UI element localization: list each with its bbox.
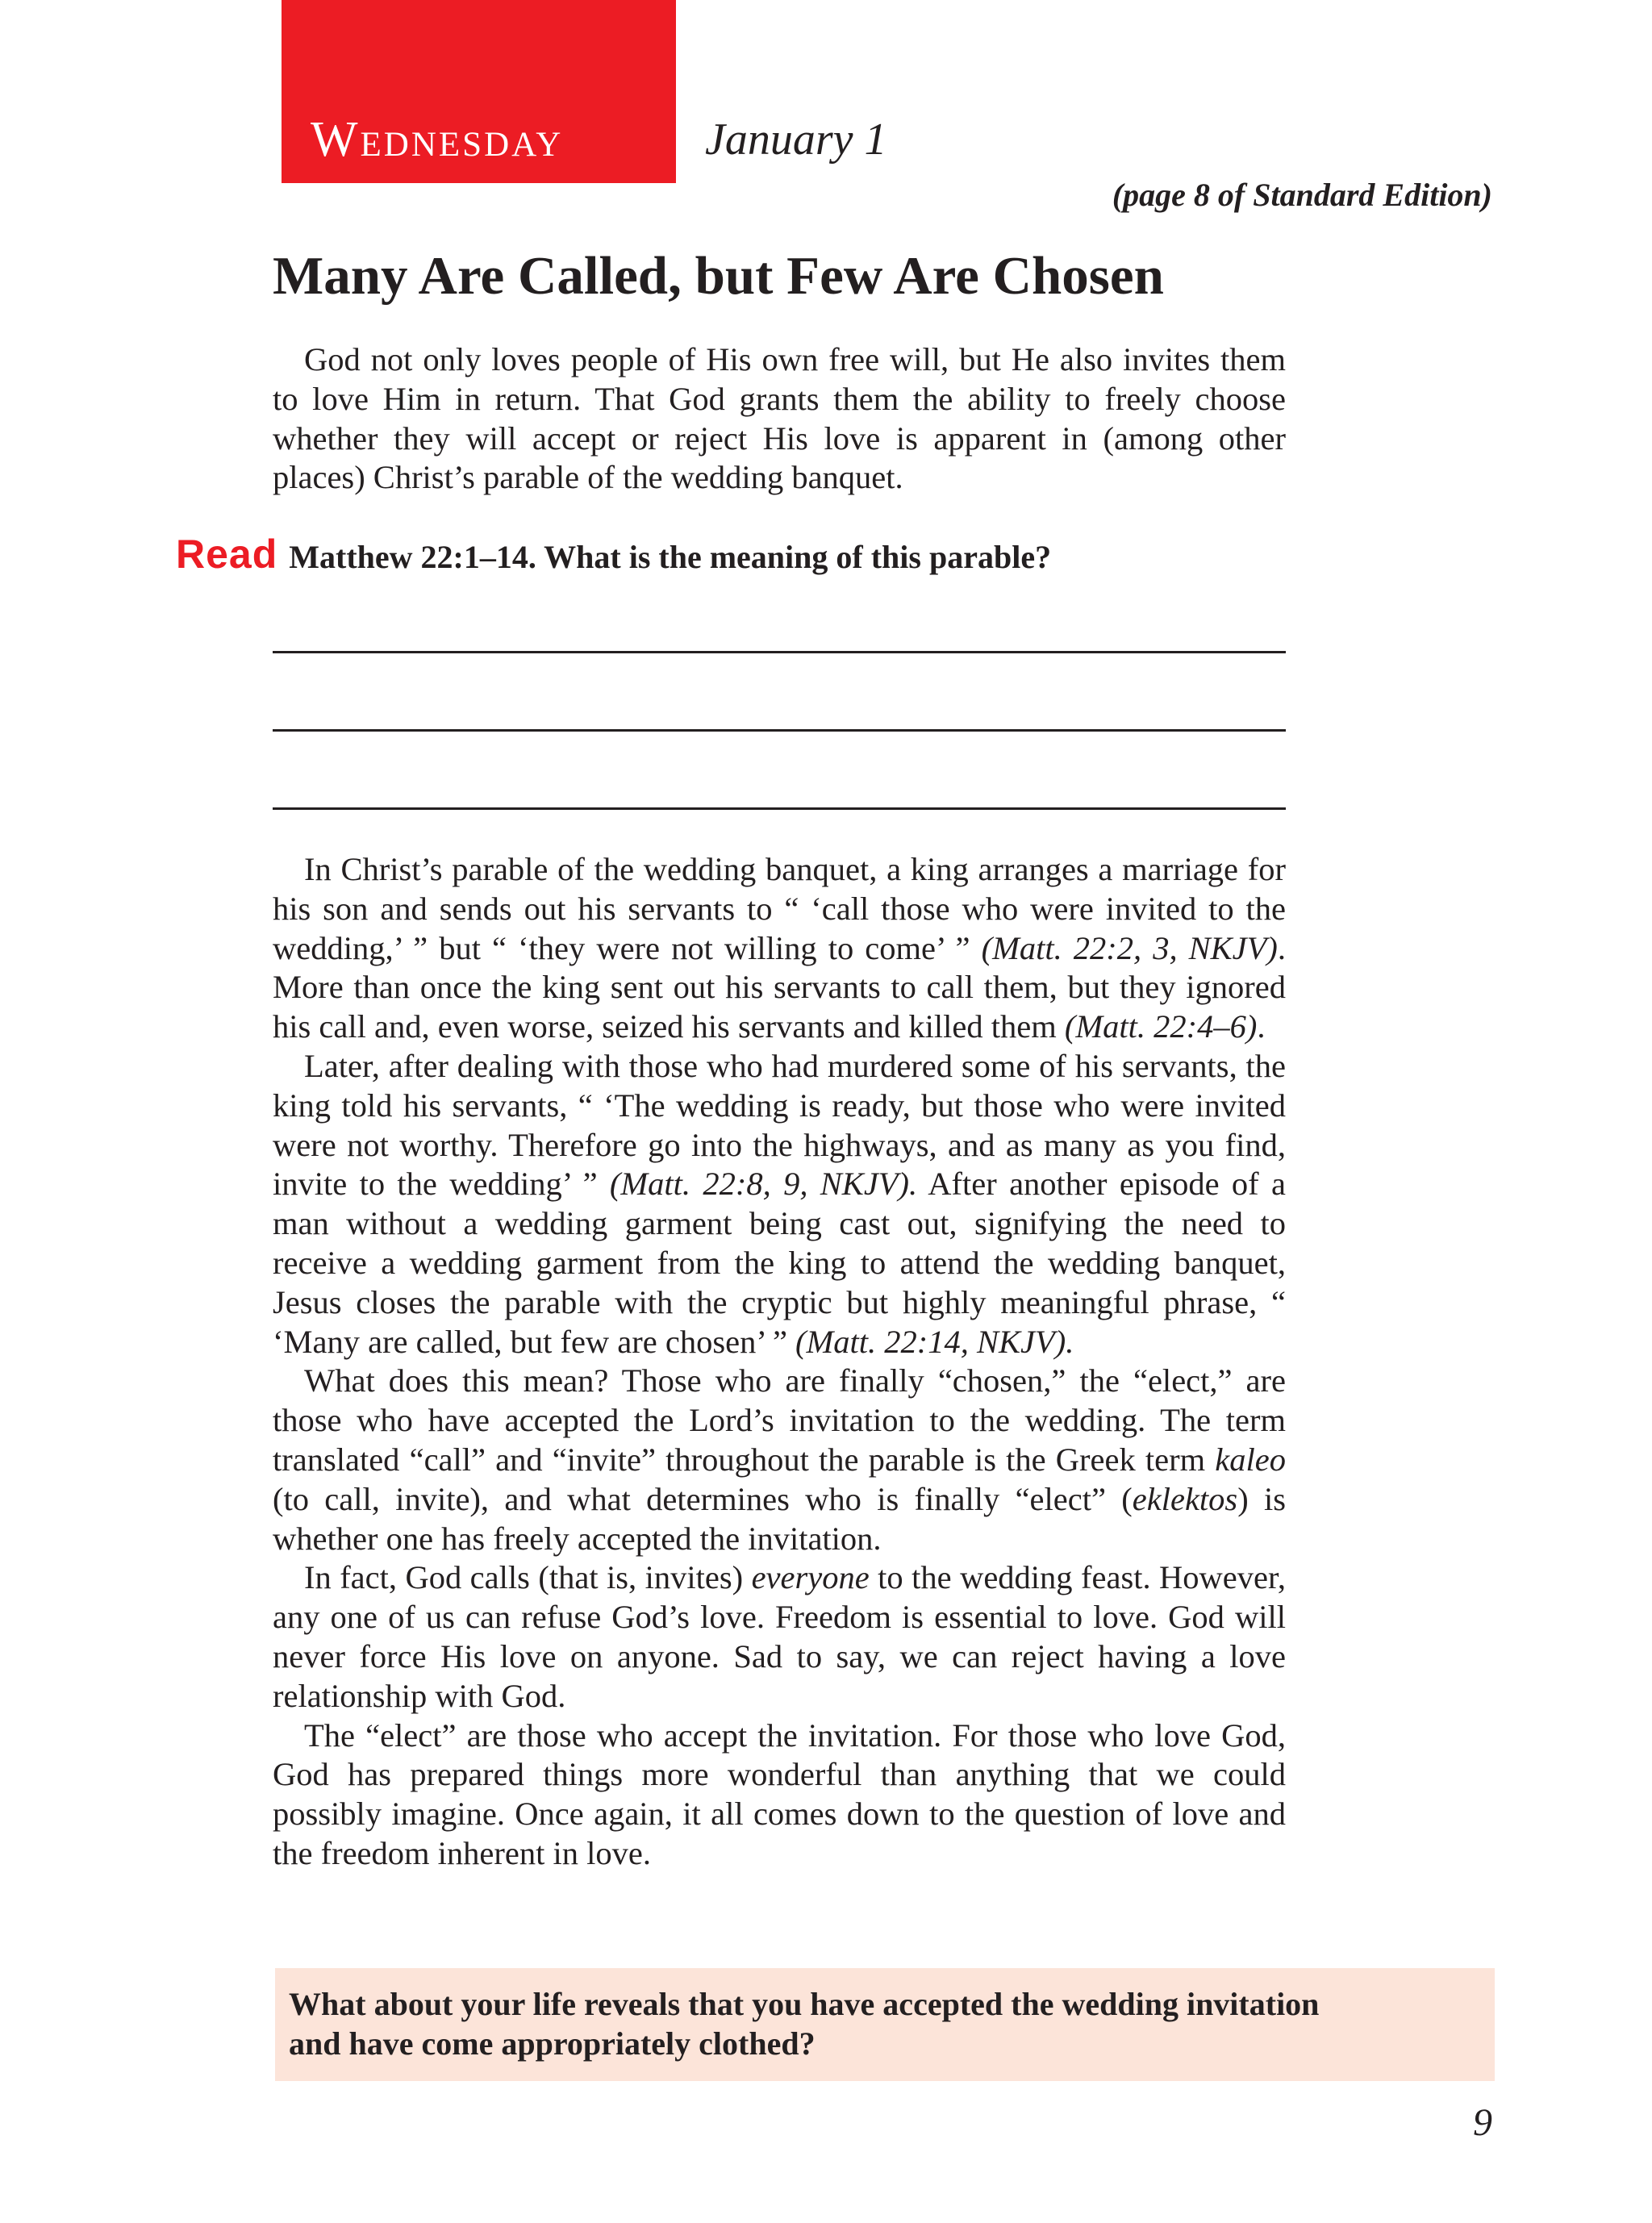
page-title: Many Are Called, but Few Are Chosen (273, 246, 1164, 306)
read-label: Read (176, 532, 278, 577)
paragraph-text: In Christ’s parable of the wedding banquet, a king arranges a marriage for his son and sends out his servants to “ ‘call those who were invited to the wedding,’ ” but “ ‘they were not willing to come’ ” (273, 851, 1286, 966)
paragraph-text: After another episode of a man without a wedding garment being cast out, signifying the need to receive a wedding garment from the king to attend the wedding banquet, Jesus closes the parable with the cryptic but highly meaningful phrase, “ ‘Many are called, but few are chosen’ ” (273, 1166, 1286, 1360)
paragraph-text: (to call, invite), and what determines who is finally “elect” ( (273, 1480, 1133, 1517)
paragraph-text: . More than once the king sent out his servants to call them, but they ignored his call and, even worse, seized his servants and killed them (273, 929, 1287, 1045)
answer-line[interactable] (273, 729, 1286, 732)
edition-note: (page 8 of Standard Edition) (1112, 177, 1492, 213)
page-number: 9 (1473, 2101, 1492, 2144)
paragraph-text: ) is whether one has freely accepted the invitation. (273, 1480, 1286, 1557)
paragraph-text: Later, after dealing with those who had murdered some of his servants, the king told his servants, “ ‘The wedding is ready, but those who were invited were not worthy. Therefore go into the highways, and as many as you find, invite to the wedding’ ” (273, 1047, 1286, 1203)
body-paragraph-3 (273, 1362, 1286, 1558)
day-name: Wednesday (311, 112, 564, 167)
body-paragraph-5: The “elect” are those who accept the invitation. For those who love God, God has prepared things more wonderful than anything that we could possibly imagine. Once again, it all comes down to the question of love and the freedom inherent in love. (273, 1716, 1286, 1871)
greek-term: eklektos (1132, 1480, 1238, 1517)
paragraph-text: In fact, God calls (that is, invites) (304, 1559, 752, 1596)
lesson-body (273, 850, 1286, 1874)
body-paragraph-1 (273, 850, 1286, 1047)
body-paragraph-4 (273, 1558, 1286, 1716)
scripture-reference: (Matt. 22:14, NKJV). (795, 1323, 1074, 1360)
answer-line[interactable] (273, 651, 1286, 653)
intro-paragraph: God not only loves people of His own free will, but He also invites them to love Him in return. That God grants them the ability to freely choose whether they will accept or reject His love is apparent in (among other places) Christ’s parable of the wedding banquet. (273, 341, 1286, 496)
paragraph-text: . (1257, 1008, 1266, 1045)
lesson-date: January 1 (705, 115, 887, 165)
read-prompt (176, 532, 1052, 577)
body-paragraph-2 (273, 1047, 1286, 1362)
scripture-reference: (Matt. 22:2, 3, NKJV) (981, 929, 1278, 966)
read-question: Matthew 22:1–14. What is the meaning of this parable? (289, 539, 1052, 575)
emphasis-term: everyone (751, 1559, 870, 1596)
reflection-question: What about your life reveals that you have accepted the wedding invitation and have come appropriately clothed? (289, 1986, 1320, 2062)
greek-term: kaleo (1215, 1441, 1286, 1478)
scripture-reference: (Matt. 22:4–6) (1064, 1008, 1258, 1045)
paragraph-text: What does this mean? Those who are finally “chosen,” the “elect,” are those who have accepted the Lord’s invitation to the wedding. The term translated “call” and “invite” throughout the parable is the Greek term (273, 1362, 1286, 1478)
answer-line[interactable] (273, 807, 1286, 810)
intro-section (273, 340, 1286, 498)
paragraph-text: to the wedding feast. However, any one of us can refuse God’s love. Freedom is essential to love. God will never force His love on anyone. Sad to say, we can reject having a love relationship with God. (273, 1559, 1286, 1714)
scripture-reference: (Matt. 22:8, 9, NKJV). (609, 1166, 918, 1203)
